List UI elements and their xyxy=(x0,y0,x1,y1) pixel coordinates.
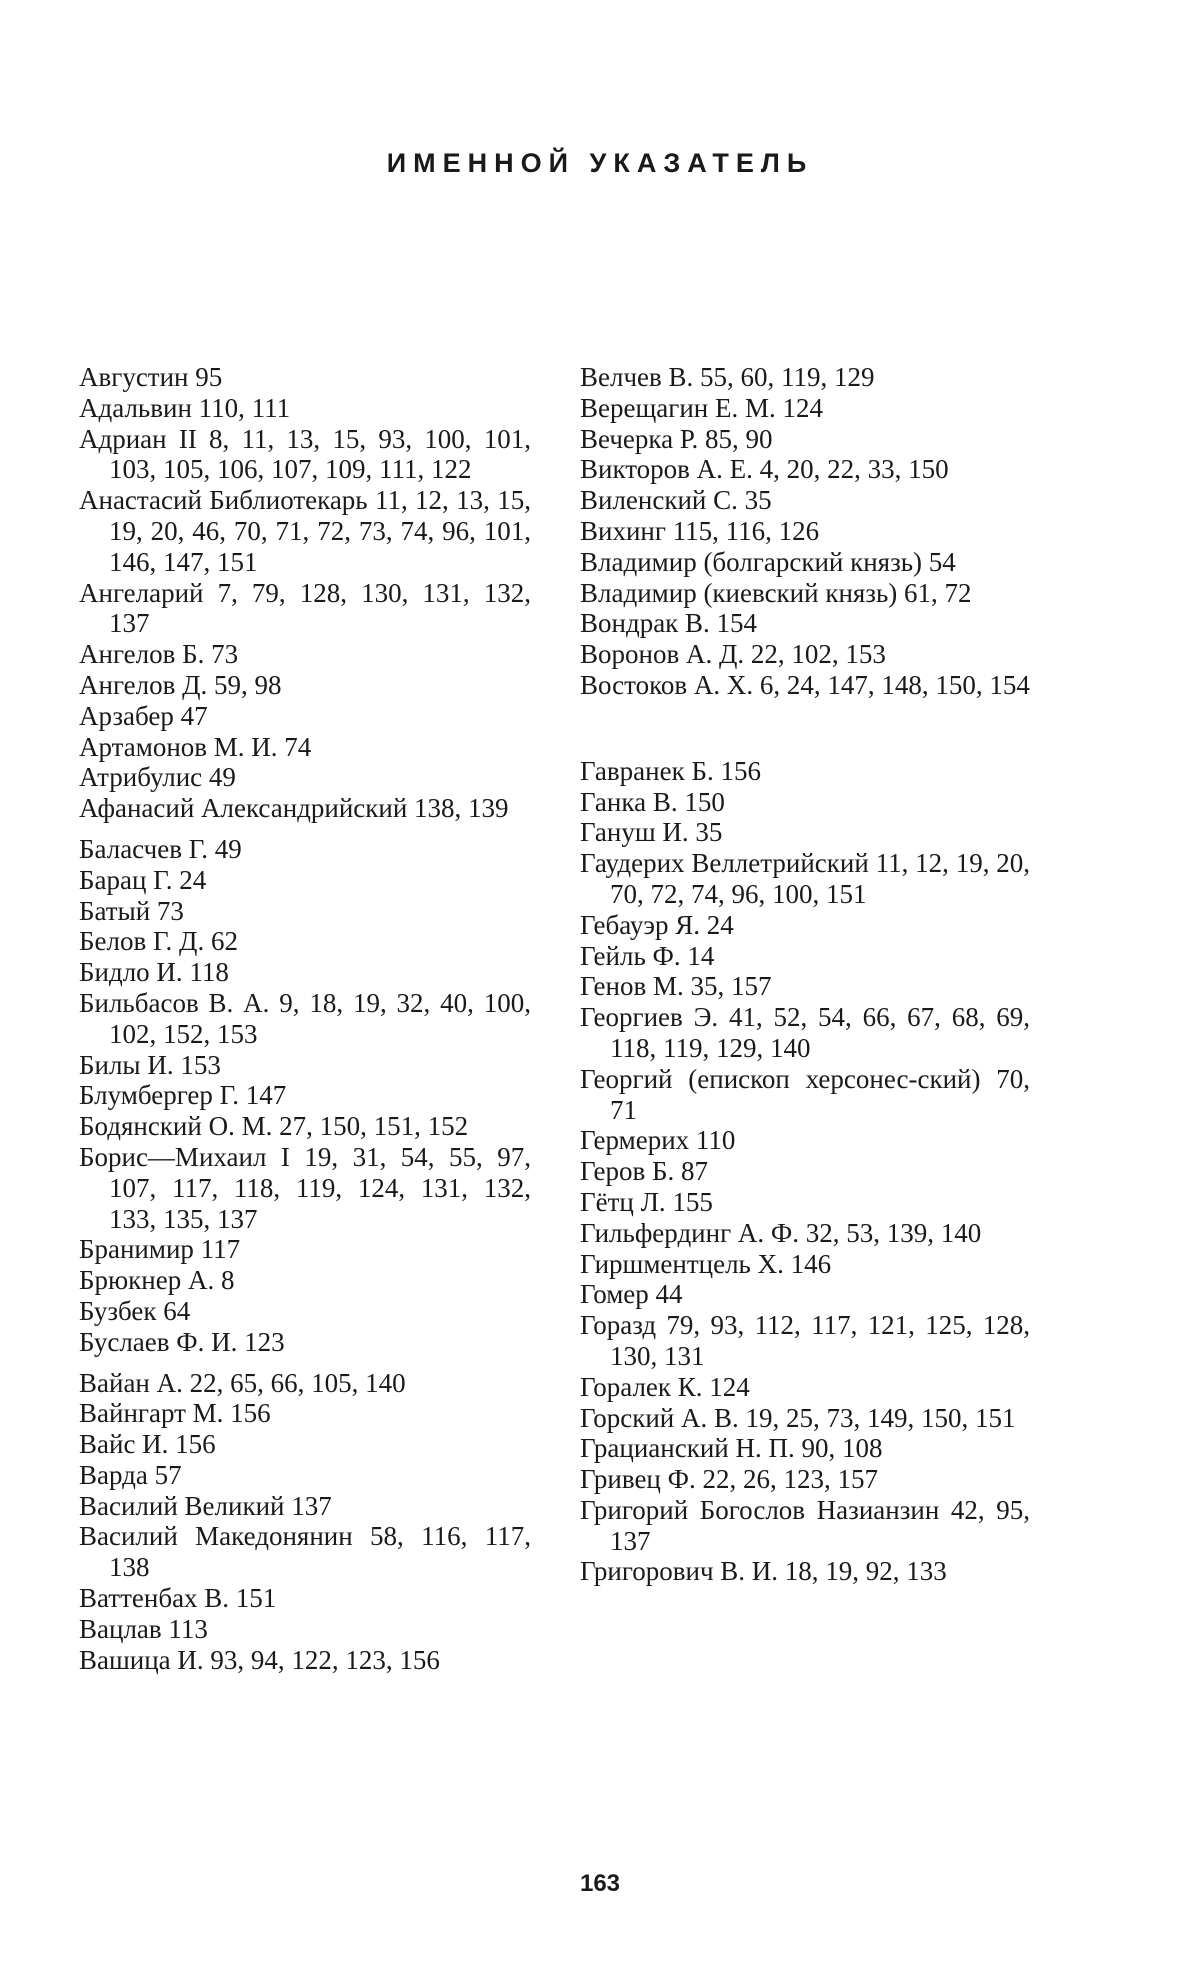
index-entry: Бузбек 64 xyxy=(79,1295,191,1326)
index-entry: Вечерка Р. 85, 90 xyxy=(580,423,773,454)
index-entry: Велчев В. 55, 60, 119, 129 xyxy=(580,362,875,392)
index-entry: Владимир (болгарский князь) 54 xyxy=(580,546,956,577)
index-entry: Ганка В. 150 xyxy=(580,786,725,817)
index-entry: Гейль Ф. 14 xyxy=(580,940,715,971)
index-entry: Бидло И. 118 xyxy=(79,957,229,988)
index-column-left xyxy=(79,362,531,1675)
index-entry: Виленский С. 35 xyxy=(580,485,772,516)
index-entry: Батый 73 xyxy=(79,895,184,926)
index-entry: Вайнгарт М. 156 xyxy=(79,1398,271,1429)
index-entry: Ангелов Д. 59, 98 xyxy=(79,669,282,700)
index-entry: Ангеларий 7, 79, 128, 130, 131, 132, 137 xyxy=(79,577,531,639)
index-entry: Вондрак В. 154 xyxy=(580,608,758,639)
index-entry: Гомер 44 xyxy=(580,1279,683,1310)
index-entry: Барац Г. 24 xyxy=(79,864,207,895)
index-entry: Адальвин 110, 111 xyxy=(79,392,291,423)
index-entry: Буслаев Ф. И. 123 xyxy=(79,1326,285,1357)
index-entry: Блумбергер Г. 147 xyxy=(79,1080,287,1111)
index-entry: Вашица И. 93, 94, 122, 123, 156 xyxy=(79,1644,440,1675)
index-entry: Билы И. 153 xyxy=(79,1049,221,1080)
index-entry: Гавранек Б. 156 xyxy=(580,755,761,786)
index-entry: Атрибулис 49 xyxy=(79,762,236,793)
index-entry: Брюкнер А. 8 xyxy=(79,1265,235,1296)
index-entry: Геров Б. 87 xyxy=(580,1156,709,1187)
index-entry: Вацлав 113 xyxy=(79,1613,208,1644)
index-entry: Артамонов М. И. 74 xyxy=(79,731,312,762)
index-entry: Бильбасов В. А. 9, 18, 19, 32, 40, 100, 102, 152, 153 xyxy=(79,987,531,1049)
index-entry: Грацианский Н. П. 90, 108 xyxy=(580,1433,883,1464)
index-entry: Верещагин Е. М. 124 xyxy=(580,392,823,423)
index-entry: Воронов А. Д. 22, 102, 153 xyxy=(580,639,886,670)
index-entry: Гиршментцель Х. 146 xyxy=(580,1248,832,1279)
index-entry: Горалек К. 124 xyxy=(580,1371,750,1402)
index-entry: Гебауэр Я. 24 xyxy=(580,909,734,940)
index-entry: Горазд 79, 93, 112, 117, 121, 125, 128, 130, 131 xyxy=(580,1310,1030,1371)
index-entry: Григорович В. И. 18, 19, 92, 133 xyxy=(580,1556,947,1587)
index-entry: Борис—Михаил I 19, 31, 54, 55, 97, 107, 117, 118, 119, 124, 131, 132, 133, 135, 137 xyxy=(79,1141,531,1234)
index-entry: Георгий (епископ херсонес-ский) 70, 71 xyxy=(580,1063,1030,1125)
index-entry: Василий Великий 137 xyxy=(79,1490,332,1521)
index-column-right xyxy=(580,362,1030,1587)
index-entry: Викторов А. Е. 4, 20, 22, 33, 150 xyxy=(580,454,949,485)
index-entry: Василий Македонянин 58, 116, 117, 138 xyxy=(79,1521,531,1583)
index-entry: Бодянский О. М. 27, 150, 151, 152 xyxy=(79,1111,469,1142)
index-entry: Ваттенбах В. 151 xyxy=(79,1583,277,1614)
index-entry: Августин 95 xyxy=(79,362,223,392)
index-entry: Гривец Ф. 22, 26, 123, 157 xyxy=(580,1464,878,1495)
page-number: 163 xyxy=(579,1870,621,1897)
page-title: ИМЕННОЙ УКАЗАТЕЛЬ xyxy=(386,148,814,178)
index-entry: Горский А. В. 19, 25, 73, 149, 150, 151 xyxy=(580,1402,1016,1433)
index-entry: Гётц Л. 155 xyxy=(580,1186,713,1217)
index-entry: Георгиев Э. 41, 52, 54, 66, 67, 68, 69, 118, 119, 129, 140 xyxy=(580,1002,1030,1063)
index-entry: Вайс И. 156 xyxy=(79,1429,216,1460)
index-entry: Анастасий Библиотекарь 11, 12, 13, 15, 19, 20, 46, 70, 71, 72, 73, 74, 96, 101, 146, 147, 151 xyxy=(79,485,531,577)
index-entry: Ангелов Б. 73 xyxy=(79,639,239,670)
index-entry: Варда 57 xyxy=(79,1459,182,1490)
index-entry: Владимир (киевский князь) 61, 72 xyxy=(580,577,972,608)
index-entry: Гаудерих Веллетрийский 11, 12, 19, 20, 70, 72, 74, 96, 100, 151 xyxy=(580,848,1030,909)
index-entry: Гермерих 110 xyxy=(580,1125,736,1156)
index-entry: Баласчев Г. 49 xyxy=(79,833,242,864)
index-entry: Вайан А. 22, 65, 66, 105, 140 xyxy=(79,1367,406,1398)
index-entry: Востоков А. Х. 6, 24, 147, 148, 150, 154 xyxy=(580,669,1030,700)
index-entry: Вихинг 115, 116, 126 xyxy=(580,515,820,546)
index-entry: Григорий Богослов Назианзин 42, 95, 137 xyxy=(580,1494,1030,1556)
index-entry: Арзабер 47 xyxy=(79,700,208,731)
index-entry: Белов Г. Д. 62 xyxy=(79,926,238,957)
index-entry: Гануш И. 35 xyxy=(580,817,723,848)
index-entry: Гильфердинг А. Ф. 32, 53, 139, 140 xyxy=(580,1217,982,1248)
index-entry: Адриан II 8, 11, 13, 15, 93, 100, 101, 103, 105, 106, 107, 109, 111, 122 xyxy=(79,423,531,485)
index-entry: Бранимир 117 xyxy=(79,1234,241,1265)
index-entry: Афанасий Александрийский 138, 139 xyxy=(79,793,509,824)
index-entry: Генов М. 35, 157 xyxy=(580,971,772,1002)
